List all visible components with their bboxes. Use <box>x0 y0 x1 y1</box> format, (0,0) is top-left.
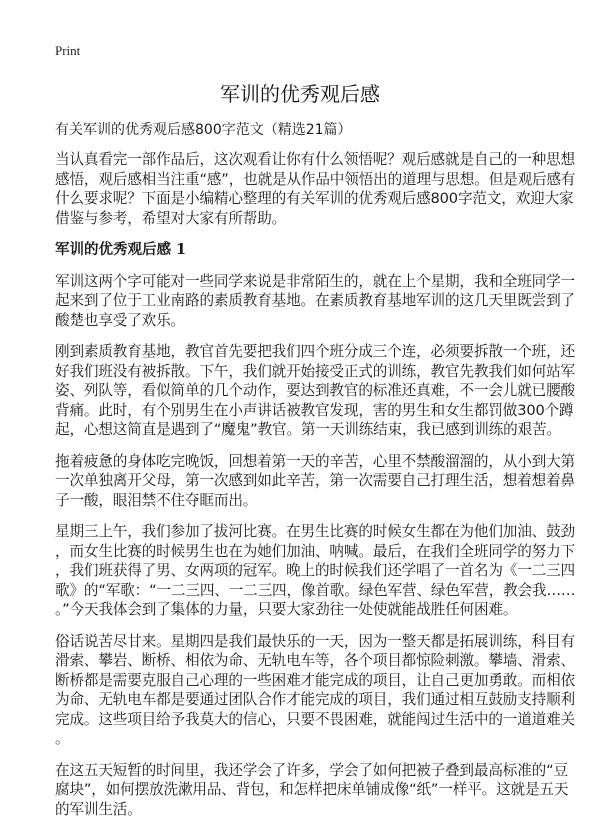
body-paragraph <box>55 342 575 440</box>
text-line: 断桥都是需要克服自己心理的一些困难才能完成的项目，让自己更加勇敢。而相依 <box>55 671 575 689</box>
intro-paragraph <box>55 150 576 228</box>
text-line: 好我们班没有被拆散。下午，我们就开始接受正式的训练，教官先教我们如何站军 <box>55 362 575 380</box>
document-body <box>55 150 576 831</box>
text-line: 。 <box>55 730 70 747</box>
text-line: 。”今天我体会到了集体的力量，只要大家劲往一处使就能战胜任何困难。 <box>55 601 518 618</box>
print-link[interactable]: Print <box>55 43 81 58</box>
body-paragraph <box>55 632 575 749</box>
essay-paragraphs <box>55 272 576 820</box>
body-paragraph <box>55 522 576 620</box>
text-line: 起，心想这简直是遇到了“魔鬼”教官。第一天训练结束，我已感到训练的艰苦。 <box>55 421 561 438</box>
document-subtitle: 有关军训的优秀观后感800字范文（精选21篇） <box>55 122 352 138</box>
text-line: 酸楚也享受了欢乐。 <box>55 311 185 329</box>
text-line: 腐块”，如何摆放洗漱用品、背包，和怎样把床单铺成像“纸”一样平。这就是五天 <box>55 781 569 798</box>
page-title: 军训的优秀观后感 <box>220 82 380 106</box>
text-line: 背痛。此时，有个别男生在小声讲话被教官发现，害的男生和女生都罚做300个蹲 <box>55 401 574 419</box>
body-paragraph <box>55 761 569 820</box>
text-line: 感悟，观后感相当注重“感”，也就是从作品中领悟出的道理与思想。但是观后感有 <box>55 170 576 188</box>
text-line: 在这五天短暂的时间里，我还学会了许多，学会了如何把被子叠到最高标准的“豆 <box>55 761 568 779</box>
text-line: 子一酸，眼泪禁不住夺眶而出。 <box>55 491 258 509</box>
body-paragraph <box>55 452 575 511</box>
text-line: 星期三上午，我们参加了拔河比赛。在男生比赛的时候女生都在为他们加油、鼓劲 <box>55 523 575 540</box>
section-heading: 军训的优秀观后感 1 <box>55 241 187 258</box>
text-line: ，而女生比赛的时候男生也在为她们加油、呐喊。最后，在我们全班同学的努力下 <box>55 542 575 560</box>
text-line: 歌》的“军歌：“一二三四、一二三四，像首歌。绿色军营、绿色军营，教会我…… <box>55 581 576 599</box>
text-line: 完成。这些项目给予我莫大的信心，只要不畏困难，就能闯过生活中的一道道难关 <box>55 710 575 728</box>
text-line: 俗话说苦尽甘来。星期四是我们最快乐的一天，因为一整天都是拓展训练，科目有 <box>55 632 575 650</box>
text-line: 滑索、攀岩、断桥、相依为命、无轨电车等，各个项目都惊险刺激。攀墙、滑索、 <box>55 652 575 669</box>
text-line: 借鉴与参考，希望对大家有所帮助。 <box>55 209 287 227</box>
text-line: 起来到了位于工业南路的素质教育基地。在素质教育基地军训的这几天里既尝到了 <box>55 292 575 309</box>
text-line: 姿、列队等，看似简单的几个动作，要达到教官的标准还真难，不一会儿就已腰酸 <box>55 382 575 399</box>
text-line: 拖着疲惫的身体吃完晚饭，回想着第一天的辛苦，心里不禁酸溜溜的，从小到大第 <box>55 452 575 470</box>
text-line: 当认真看完一部作品后，这次观看让你有什么领悟呢？观后感就是自己的一种思想 <box>55 151 575 168</box>
text-line: 军训这两个字可能对一些同学来说是非常陌生的，就在上个星期，我和全班同学一 <box>55 272 575 290</box>
text-line: 为命、无轨电车都是要通过团队合作才能完成的项目，我们通过相互鼓励支持顺利 <box>55 691 575 708</box>
text-line: 什么要求呢？下面是小编精心整理的有关军训的优秀观后感800字范文，欢迎大家 <box>55 190 574 207</box>
text-line: ，我们班获得了男、女两项的冠军。晚上的时候我们还学唱了一首名为《一二三四 <box>55 562 575 579</box>
text-line: 的军训生活。 <box>55 800 142 818</box>
text-line: 刚到素质教育基地，教官首先要把我们四个班分成三个连，必须要拆散一个班，还 <box>55 343 575 360</box>
text-line: 一次单独离开父母，第一次感到如此辛苦，第一次需要自己打理生活，想着想着鼻 <box>55 472 575 489</box>
body-paragraph <box>55 272 575 331</box>
